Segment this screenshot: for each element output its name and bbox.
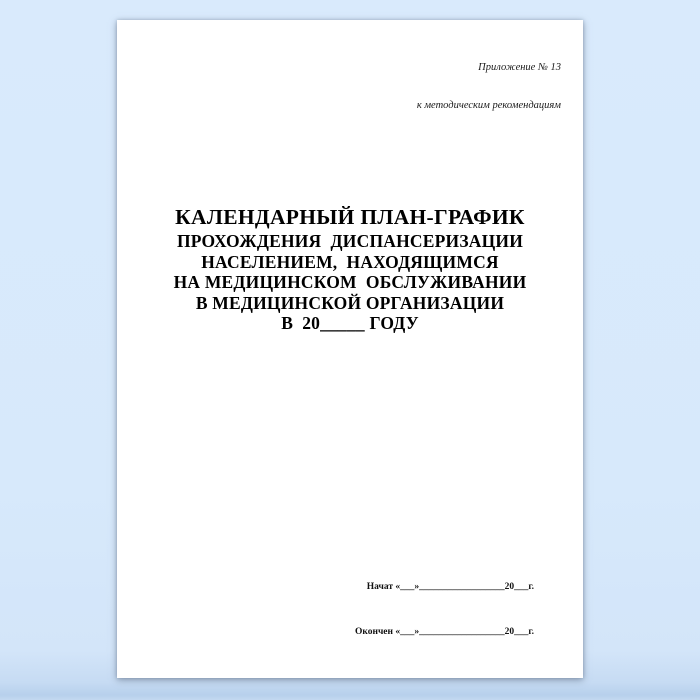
title-line-2: ПРОХОЖДЕНИЯ ДИСПАНСЕРИЗАЦИИ [176, 231, 524, 251]
title-line-year: В 20_____ ГОДУ [281, 313, 419, 333]
title-line-3: НАСЕЛЕНИЕМ, НАХОДЯЩИМСЯ [201, 251, 499, 272]
appendix-annotation [417, 37, 561, 137]
started-label: Начат [366, 582, 393, 592]
document-title [117, 205, 583, 334]
annotation-line-1: Приложение № 13 [478, 62, 561, 73]
finished-blank-line: «___»__________________20___г. [393, 626, 534, 637]
title-line-5: В МЕДИЦИНСКОЙ ОРГАНИЗАЦИИ [195, 292, 505, 313]
footer-form [336, 569, 534, 658]
annotation-line-2: к методическим рекомендациям [416, 99, 561, 111]
started-row [336, 569, 534, 605]
finished-row [336, 614, 534, 650]
finished-label: Окончен [354, 626, 393, 637]
document-page [117, 20, 583, 678]
started-blank-line: «___»__________________20___г. [393, 582, 534, 592]
title-line-4: НА МЕДИЦИНСКОМ ОБСЛУЖИВАНИИ [173, 272, 527, 292]
title-line-1: КАЛЕНДАРНЫЙ ПЛАН-ГРАФИК [175, 205, 525, 229]
